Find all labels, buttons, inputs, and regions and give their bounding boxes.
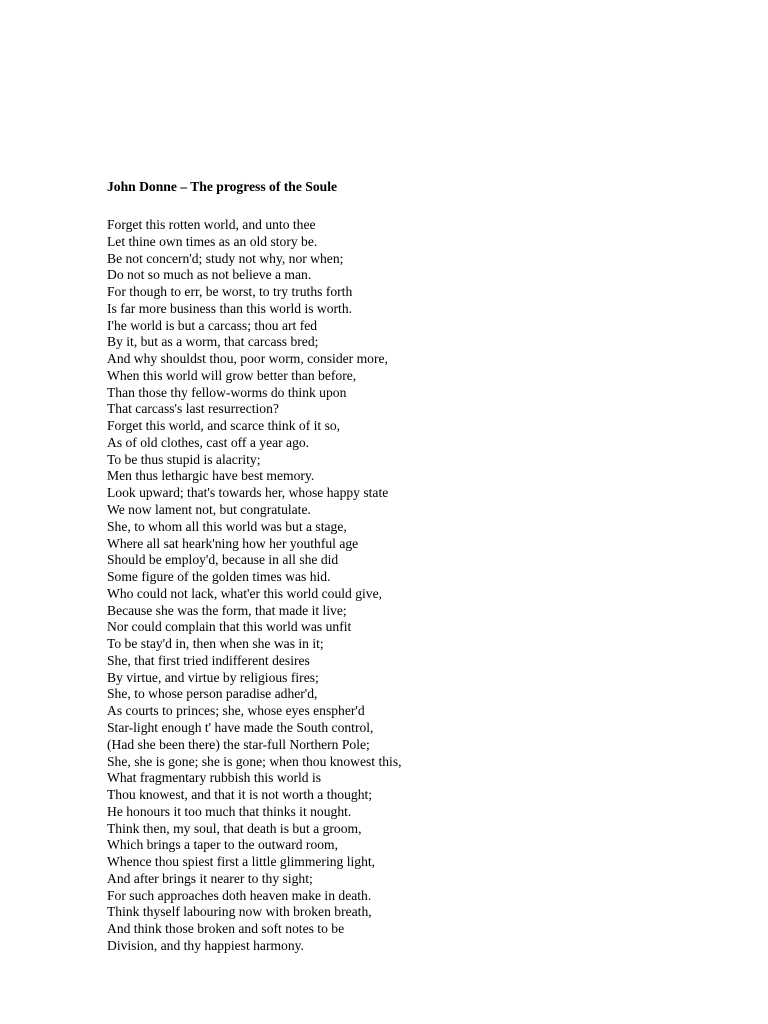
poem-line: And why shouldst thou, poor worm, consider more, bbox=[107, 351, 388, 367]
document-title: John Donne – The progress of the Soule bbox=[107, 179, 337, 194]
poem-line: Nor could complain that this world was unfit bbox=[107, 619, 352, 635]
poem-line: She, to whom all this world was but a stage, bbox=[107, 518, 347, 534]
poem-line: As courts to princes; she, whose eyes enspher'd bbox=[107, 703, 365, 719]
poem-line: Be not concern'd; study not why, nor when; bbox=[107, 250, 344, 266]
poem-line: Where all sat heark'ning how her youthful age bbox=[107, 535, 359, 551]
poem-line: Look upward; that's towards her, whose happy state bbox=[107, 485, 389, 501]
poem-line: I'he world is but a carcass; thou art fed bbox=[107, 317, 318, 333]
poem-line: For such approaches doth heaven make in death. bbox=[107, 887, 372, 903]
poem-line: Think then, my soul, that death is but a groom, bbox=[107, 820, 362, 836]
poem-line: To be thus stupid is alacrity; bbox=[107, 451, 261, 467]
poem-line: Division, and thy happiest harmony. bbox=[107, 937, 304, 953]
poem-line: Because she was the form, that made it live; bbox=[107, 602, 347, 618]
poem-line: She, that first tried indifferent desires bbox=[107, 652, 310, 668]
poem-line: And think those broken and soft notes to be bbox=[107, 921, 345, 937]
poem-line: What fragmentary rubbish this world is bbox=[107, 770, 322, 786]
poem-line: She, to whose person paradise adher'd, bbox=[107, 686, 318, 702]
poem-line: And after brings it nearer to thy sight; bbox=[107, 870, 313, 886]
poem-line: When this world will grow better than before, bbox=[107, 367, 357, 383]
poem-line: By virtue, and virtue by religious fires; bbox=[107, 669, 319, 685]
poem-line: That carcass's last resurrection? bbox=[107, 401, 279, 417]
poem-line: He honours it too much that thinks it nought. bbox=[107, 803, 352, 819]
poem-line: Let thine own times as an old story be. bbox=[107, 233, 318, 249]
poem-line: Star-light enough t' have made the South control, bbox=[107, 719, 374, 735]
poem-line: Forget this rotten world, and unto thee bbox=[107, 217, 316, 232]
poem-line: To be stay'd in, then when she was in it; bbox=[107, 636, 324, 652]
poem-line: She, she is gone; she is gone; when thou knowest this, bbox=[107, 753, 402, 769]
poem-line: For though to err, be worst, to try truths forth bbox=[107, 284, 353, 300]
poem-body bbox=[107, 217, 402, 955]
poem-line: Should be employ'd, because in all she did bbox=[107, 552, 339, 568]
poem-line: Which brings a taper to the outward room, bbox=[107, 837, 339, 853]
poem-line: Do not so much as not believe a man. bbox=[107, 267, 312, 283]
poem-line: Whence thou spiest first a little glimmering light, bbox=[107, 854, 376, 870]
poem-line: Forget this world, and scarce think of it so, bbox=[107, 418, 341, 434]
poem-line: Think thyself labouring now with broken breath, bbox=[107, 904, 372, 920]
poem-line: Thou knowest, and that it is not worth a thought; bbox=[107, 787, 373, 803]
poem-line: Who could not lack, what'er this world could give, bbox=[107, 585, 383, 601]
poem-line: As of old clothes, cast off a year ago. bbox=[107, 434, 310, 450]
poem-line: (Had she been there) the star-full Northern Pole; bbox=[107, 736, 370, 752]
poem-line: We now lament not, but congratulate. bbox=[107, 502, 311, 518]
poem-line: Is far more business than this world is worth. bbox=[107, 300, 353, 316]
poem-line: By it, but as a worm, that carcass bred; bbox=[107, 334, 319, 350]
poem-line: Men thus lethargic have best memory. bbox=[107, 468, 315, 484]
poem-line: Than those thy fellow-worms do think upon bbox=[107, 384, 347, 400]
poem-line: Some figure of the golden times was hid. bbox=[107, 569, 331, 585]
